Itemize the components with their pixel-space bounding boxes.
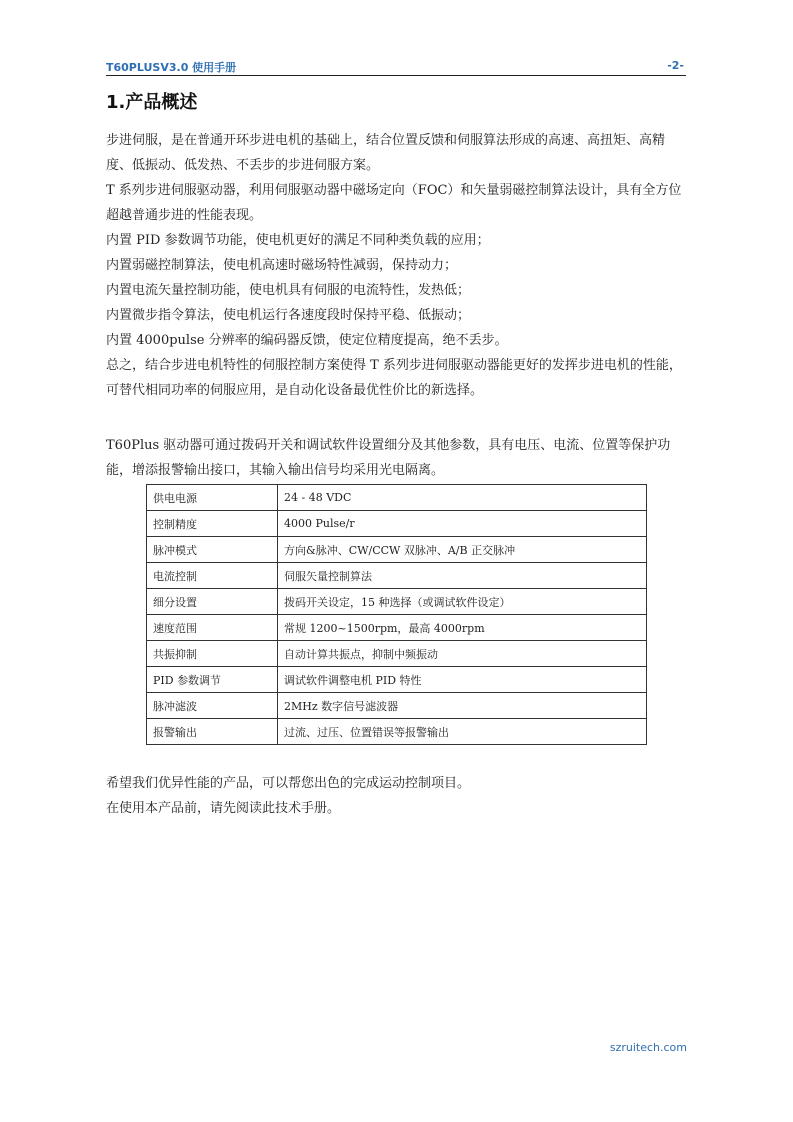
table-row <box>147 511 647 537</box>
section-title: 1.产品概述 <box>106 92 198 113</box>
spec-value: 调试软件调整电机 PID 特性 <box>278 667 647 693</box>
spec-key: 速度范围 <box>147 615 278 641</box>
table-row <box>147 563 647 589</box>
table-row <box>147 589 647 615</box>
spec-key: 报警输出 <box>147 719 278 745</box>
paragraph: 希望我们优异性能的产品，可以帮您出色的完成运动控制项目。 <box>106 776 471 791</box>
spec-key: 控制精度 <box>147 511 278 537</box>
paragraph: 步进伺服，是在普通开环步进电机的基础上，结合位置反馈和伺服算法形成的高速、高扭矩、高精度、低振动、低发热、不丢步的步进伺服方案。 <box>106 133 666 173</box>
paragraph: 内置 PID 参数调节功能，使电机更好的满足不同种类负载的应用； <box>106 233 490 248</box>
paragraph: 内置微步指令算法，使电机运行各速度段时保持平稳、低振动； <box>106 308 471 323</box>
closing-text <box>106 771 688 821</box>
spec-value: 过流、过压、位置错误等报警输出 <box>278 719 647 745</box>
table-row <box>147 719 647 745</box>
spec-value: 2MHz 数字信号滤波器 <box>278 693 647 719</box>
header-title: T60PLUSV3.0 使用手册 <box>106 61 237 74</box>
footer-website: szruitech.com <box>609 1041 687 1054</box>
table-row <box>147 667 647 693</box>
table-row <box>147 641 647 667</box>
spec-value: 方向&脉冲、CW/CCW 双脉冲、A/B 正交脉冲 <box>278 537 647 563</box>
table-row <box>147 615 647 641</box>
paragraph: 内置弱磁控制算法，使电机高速时磁场特性减弱，保持动力； <box>106 258 458 273</box>
table-row <box>147 693 647 719</box>
driver-intro <box>106 433 688 483</box>
spec-key: PID 参数调节 <box>147 667 278 693</box>
table-row <box>147 537 647 563</box>
paragraph: 内置 4000pulse 分辨率的编码器反馈，使定位精度提高，绝不丢步。 <box>106 333 508 348</box>
page-header <box>106 57 686 76</box>
spec-table <box>146 484 647 745</box>
spec-key: 共振抑制 <box>147 641 278 667</box>
overview-body <box>106 128 688 403</box>
spec-key: 脉冲模式 <box>147 537 278 563</box>
paragraph: 总之，结合步进电机特性的伺服控制方案使得 T 系列步进伺服驱动器能更好的发挥步进电机的性能，可替代相同功率的伺服应用，是自动化设备最优性价比的新选择。 <box>106 358 682 398</box>
paragraph: 在使用本产品前，请先阅读此技术手册。 <box>106 801 341 816</box>
spec-value: 自动计算共振点，抑制中频振动 <box>278 641 647 667</box>
paragraph: T 系列步进伺服驱动器，利用伺服驱动器中磁场定向（FOC）和矢量弱磁控制算法设计，具有全方位超越普通步进的性能表现。 <box>106 183 682 223</box>
paragraph: 内置电流矢量控制功能，使电机具有伺服的电流特性，发热低； <box>106 283 471 298</box>
page-number: -2- <box>667 59 684 72</box>
spec-value: 4000 Pulse/r <box>278 511 647 537</box>
spec-key: 电流控制 <box>147 563 278 589</box>
spec-value: 伺服矢量控制算法 <box>278 563 647 589</box>
paragraph: T60Plus 驱动器可通过拨码开关和调试软件设置细分及其他参数，具有电压、电流、位置等保护功能，增添报警输出接口，其输入输出信号均采用光电隔离。 <box>106 438 671 478</box>
spec-key: 细分设置 <box>147 589 278 615</box>
spec-value: 24 - 48 VDC <box>278 485 647 511</box>
spec-value: 常规 1200~1500rpm，最高 4000rpm <box>278 615 647 641</box>
spec-value: 拨码开关设定，15 种选择（或调试软件设定） <box>278 589 647 615</box>
table-row <box>147 485 647 511</box>
spec-key: 脉冲滤波 <box>147 693 278 719</box>
spec-key: 供电电源 <box>147 485 278 511</box>
